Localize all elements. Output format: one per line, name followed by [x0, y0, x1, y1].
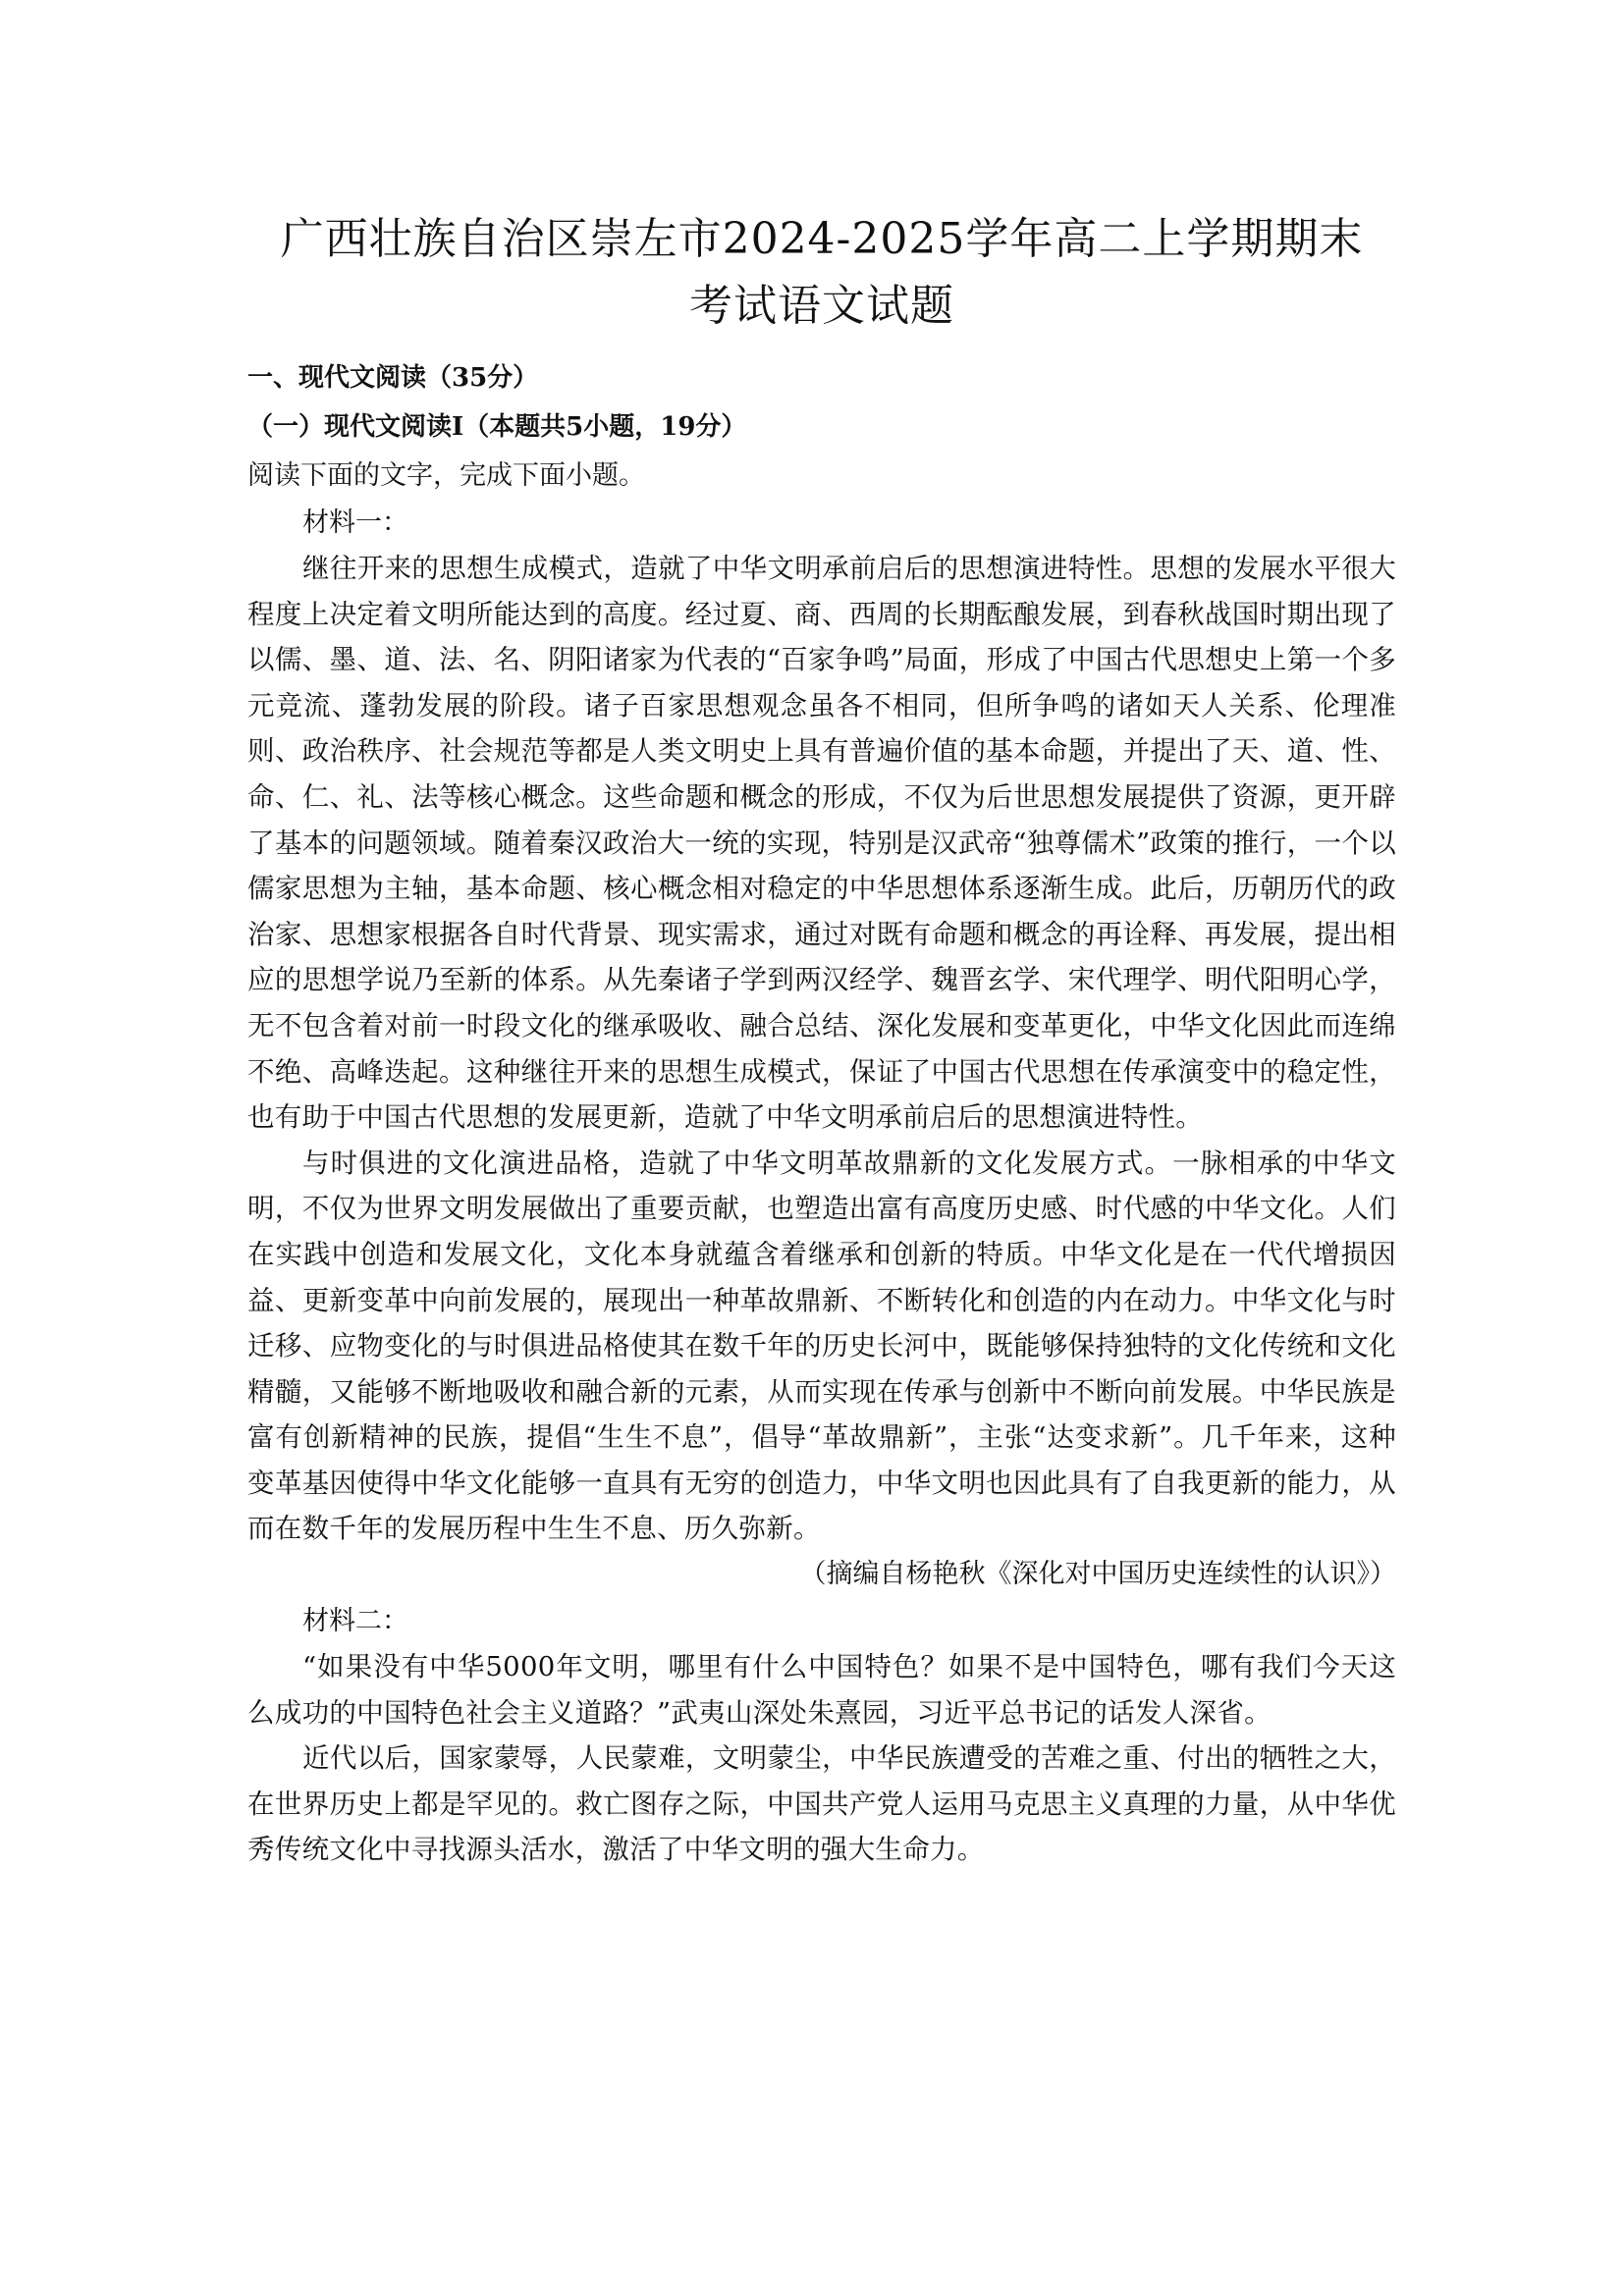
material-2-label: 材料二：	[302, 1606, 408, 1637]
material-1-paragraph-1: 继往开来的思想生成模式，造就了中华文明承前启后的思想演进特性。思想的发展水平很大程度上决定着文明所能达到的高度。经过夏、商、西周的长期酝酿发展，到春秋战国时期出现了以儒、墨、道、法、名、阴阳诸家为代表的“百家争鸣”局面，形成了中国古代思想史上第一个多元竞流、蓬勃发展的阶段。诸子百家思想观念虽各不相同，但所争鸣的诸如天人关系、伦理准则、政治秩序、社会规范等都是人类文明史上具有普遍价值的基本命题，并提出了天、道、性、命、仁、礼、法等核心概念。这些命题和概念的形成，不仅为后世思想发展提供了资源，更开辟了基本的问题领域。随着秦汉政治大一统的实现，特别是汉武帝“独尊儒术”政策的推行，一个以儒家思想为主轴，基本命题、核心概念相对稳定的中华思想体系逐渐生成。此后，历朝历代的政治家、思想家根据各自时代背景、现实需求，通过对既有命题和概念的再诠释、再发展，提出相应的思想学说乃至新的体系。从先秦诸子学到两汉经学、魏晋玄学、宋代理学、明代阳明心学，无不包含着对前一时段文化的继承吸收、融合总结、深化发展和变革更化，中华文化因此而连绵不绝、高峰迭起。这种继往开来的思想生成模式，保证了中国古代思想在传承演变中的稳定性，也有助于中国古代思想的发展更新，造就了中华文明承前启后的思想演进特性。	[247, 553, 1396, 1134]
title-line-1: 广西壮族自治区崇左市2024-2025学年高二上学期期末	[280, 214, 1364, 264]
title-line-2: 考试语文试题	[689, 281, 954, 331]
document-page	[247, 206, 1396, 1873]
reading-instruction: 阅读下面的文字，完成下面小题。	[247, 460, 645, 491]
material-1-paragraph-2: 与时俱进的文化演进品格，造就了中华文明革故鼎新的文化发展方式。一脉相承的中华文明，不仅为世界文明发展做出了重要贡献，也塑造出富有高度历史感、时代感的中华文化。人们在实践中创造和发展文化，文化本身就蕴含着继承和创新的特质。中华文化是在一代代增损因益、更新变革中向前发展的，展现出一种革故鼎新、不断转化和创造的内在动力。中华文化与时迁移、应物变化的与时俱进品格使其在数千年的历史长河中，既能够保持独特的文化传统和文化精髓，又能够不断地吸收和融合新的元素，从而实现在传承与创新中不断向前发展。中华民族是富有创新精神的民族，提倡“生生不息”，倡导“革故鼎新”，主张“达变求新”。几千年来，这种变革基因使得中华文化能够一直具有无穷的创造力，中华文明也因此具有了自我更新的能力，从而在数千年的发展历程中生生不息、历久弥新。	[247, 1147, 1396, 1545]
sub-heading: （一）现代文阅读Ⅰ（本题共5小题，19分）	[247, 412, 747, 442]
document-title	[247, 206, 1396, 340]
material-2-paragraph-1: “如果没有中华5000年文明，哪里有什么中国特色？如果不是中国特色，哪有我们今天这么成功的中国特色社会主义道路？”武夷山深处朱熹园，习近平总书记的话发人深省。	[247, 1651, 1396, 1729]
material-2-paragraph-2: 近代以后，国家蒙辱，人民蒙难，文明蒙尘，中华民族遭受的苦难之重、付出的牺牲之大，在世界历史上都是罕见的。救亡图存之际，中国共产党人运用马克思主义真理的力量，从中华优秀传统文化中寻找源头活水，激活了中华文明的强大生命力。	[247, 1742, 1396, 1866]
section-heading: 一、现代文阅读（35分）	[247, 363, 539, 393]
material-1-source: （摘编自杨艳秋《深化对中国历史连续性的认识》）	[799, 1559, 1396, 1590]
material-1-label: 材料一：	[302, 507, 408, 538]
